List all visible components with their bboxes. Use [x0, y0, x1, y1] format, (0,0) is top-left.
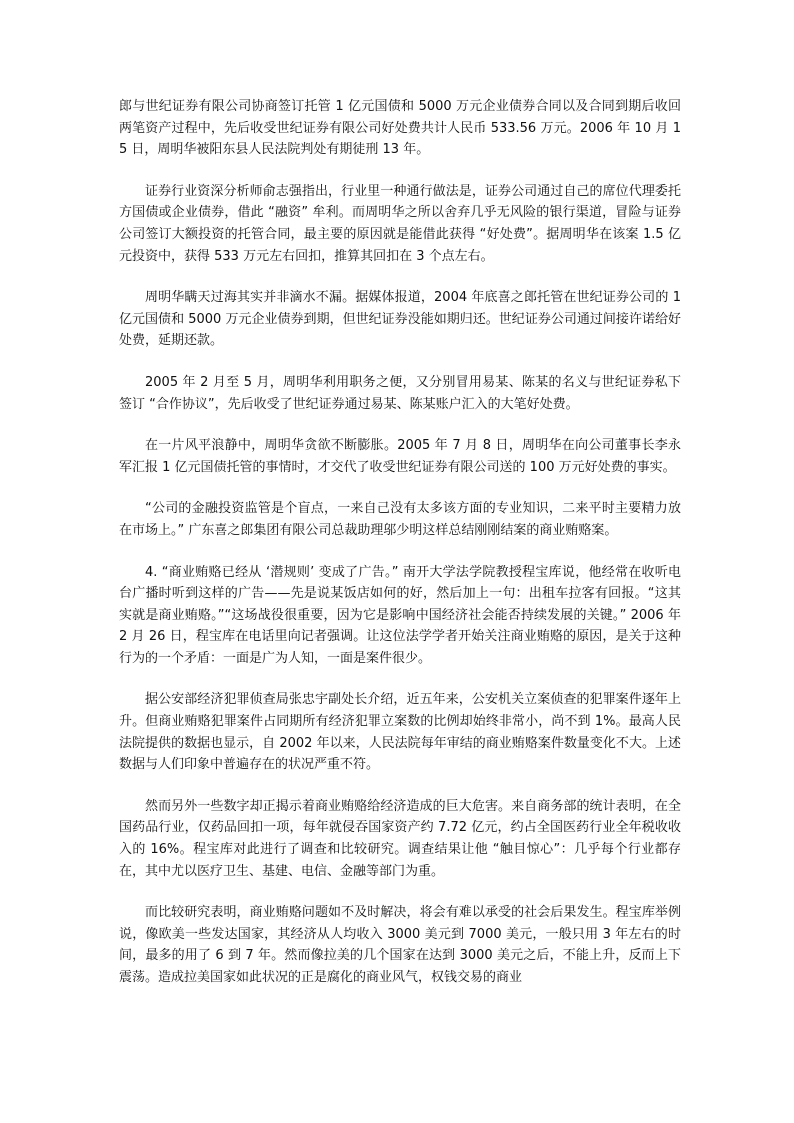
paragraph-10: 而比较研究表明，商业贿赂问题如不及时解决，将会有难以承受的社会后果发生。程宝库举例说，像欧美一些发达国家，其经济从人均收入 3000 美元到 7000 美元，一般只用 3 年左右的时间，最多的用了 6 到 7 年。然而像拉美的几个国家在达到 3000 美元之后，不能上升，反而上下震荡。造成拉美国家如此状况的正是腐化的商业风气，权钱交易的商业 — [119, 905, 681, 985]
paragraph-6: “公司的金融投资监管是个盲点，一来自己没有太多该方面的专业知识，二来平时主要精力放在市场上。” 广东喜之郎集团有限公司总裁助理邬少明这样总结刚刚结案的商业贿赂案。 — [119, 501, 681, 538]
paragraph-2: 证券行业资深分析师俞志强指出，行业里一种通行做法是，证券公司通过自己的席位代理委托方国债或企业债券，借此 “融资” 牟利。而周明华之所以舍弃几乎无风险的银行渠道，冒险与证券公司签订大额投资的托管合同，最主要的原因就是能借此获得 “好处费”。据周明华在该案 1.5 亿元投资中，获得 533 万元左右回扣，推算其回扣在 3 个点左右。 — [119, 183, 681, 264]
paragraph-5: 在一片风平浪静中，周明华贪欲不断膨胀。2005 年 7 月 8 日，周明华在向公司董事长李永军汇报 1 亿元国债托管的事情时，才交代了收受世纪证券有限公司送的 100 万元好处费的事实。 — [119, 438, 681, 475]
paragraph-8: 据公安部经济犯罪侦查局张忠宇副处长介绍，近五年来，公安机关立案侦查的犯罪案件逐年上升。但商业贿赂犯罪案件占同期所有经济犯罪立案数的比例却始终非常小，尚不到 1%。最高人民法院提供的数据也显示，自 2002 年以来，人民法院每年审结的商业贿赂案件数量变化不大。上述数据与人们印象中普遍存在的状况严重不符。 — [119, 692, 681, 773]
document-page — [119, 96, 681, 1009]
paragraph-7: 4. “商业贿赂已经从 ‘潜规则’ 变成了广告。” 南开大学法学院教授程宝库说，他经常在收听电台广播时听到这样的广告——先是说某饭店如何的好，然后加上一句：出租车拉客有回报。“这其实就是商业贿赂。”“这场战役很重要，因为它是影响中国经济社会能否持续发展的关键。” 2006 年 2 月 26 日，程宝库在电话里向记者强调。让这位法学学者开始关注商业贿赂的原因，是关于这种行为的一个矛盾：一面是广为人知，一面是案件很少。 — [119, 564, 681, 666]
paragraph-4: 2005 年 2 月至 5 月，周明华利用职务之便，又分别冒用易某、陈某的名义与世纪证券私下签订 “合作协议”，先后收受了世纪证券通过易某、陈某账户汇入的大笔好处费。 — [119, 374, 681, 412]
paragraph-9: 然而另外一些数字却正揭示着商业贿赂给经济造成的巨大危害。来自商务部的统计表明，在全国药品行业，仅药品回扣一项，每年就侵吞国家资产约 7.72 亿元，约占全国医药行业全年税收收入的 16%。程宝库对此进行了调查和比较研究。调查结果让他 “触目惊心”：几乎每个行业都存在，其中尤以医疗卫生、基建、电信、金融等部门为重。 — [119, 798, 681, 879]
paragraph-3: 周明华瞒天过海其实并非滴水不漏。据媒体报道，2004 年底喜之郎托管在世纪证券公司的 1 亿元国债和 5000 万元企业债券到期，但世纪证券没能如期归还。世纪证券公司通过间接许诺给好处费，延期还款。 — [119, 290, 681, 349]
paragraph-1: 郎与世纪证券有限公司协商签订托管 1 亿元国债和 5000 万元企业债券合同以及合同到期后收回两笔资产过程中，先后收受世纪证券有限公司好处费共计人民币 533.56 万元。2006 年 10 月 15 日，周明华被阳东县人民法院判处有期徒刑 13 年。 — [119, 99, 681, 158]
